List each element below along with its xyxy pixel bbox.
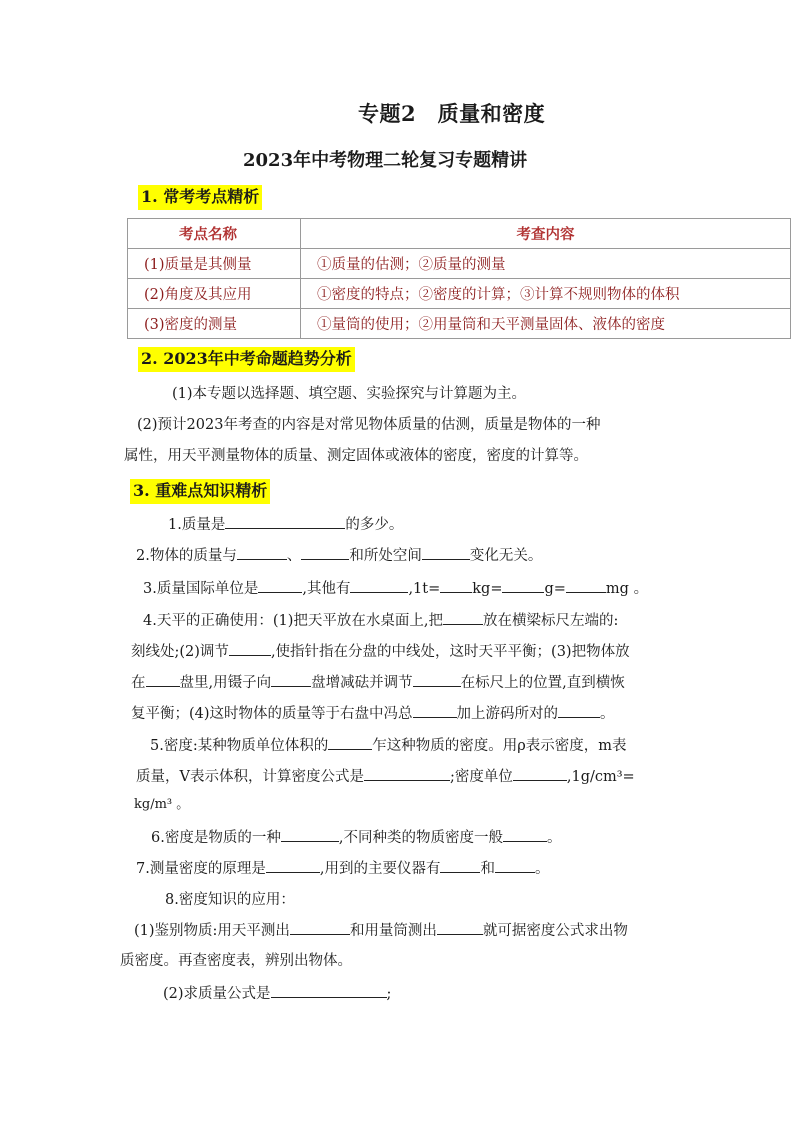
table-cell: ①密度的特点；②密度的计算；③计算不规则物体的体积	[301, 279, 791, 309]
question-7: 7.测量密度的原理是 ,用到的主要仪器有 和 。	[136, 858, 549, 879]
answer-blank[interactable]	[266, 858, 320, 873]
table-cell: ①量筒的使用；②用量筒和天平测量固体、液体的密度	[301, 309, 791, 339]
answer-blank[interactable]	[301, 545, 349, 560]
answer-blank[interactable]	[364, 766, 450, 781]
answer-blank[interactable]	[558, 703, 600, 718]
section-heading-2: 2. 2023年中考命题趋势分析	[138, 347, 355, 372]
exam-points-table	[127, 218, 791, 339]
answer-blank[interactable]	[440, 858, 480, 873]
table-cell: ①质量的估测；②质量的测量	[301, 249, 791, 279]
table-header-row	[128, 219, 791, 249]
question-4-line-3: 在 盘里,用镊子向 盘增减砝并调节 在标尺上的位置,直到横恢	[131, 672, 625, 693]
question-1: 1.质量是 的多少。	[168, 514, 403, 535]
question-5-line-1: 5.密度:某种物质单位体积的 乍这种物质的密度。用ρ表示密度，m表	[150, 735, 627, 756]
answer-blank[interactable]	[566, 578, 606, 593]
question-4-line-4: 复平衡；(4)这时物体的质量等于右盘中冯总 加上游码所对的 。	[131, 703, 615, 724]
table-header-cell: 考点名称	[128, 219, 301, 249]
answer-blank[interactable]	[281, 827, 339, 842]
answer-blank[interactable]	[237, 545, 287, 560]
question-8-line-2: 质密度。再查密度表，辨别出物体。	[120, 953, 352, 969]
answer-blank[interactable]	[513, 766, 567, 781]
question-6: 6.密度是物质的一种 ,不同种类的物质密度一般 。	[151, 827, 561, 848]
question-2: 2.物体的质量与 、 和所处空间 变化无关。	[136, 545, 542, 566]
table-cell: (1)质量是其侧量	[128, 249, 301, 279]
answer-blank[interactable]	[437, 920, 483, 935]
question-5-line-2: 质量，V表示体积，计算密度公式是 ;密度单位 ,1g/cm³=	[136, 766, 635, 787]
answer-blank[interactable]	[503, 827, 547, 842]
answer-blank[interactable]	[271, 672, 311, 687]
answer-blank[interactable]	[413, 672, 461, 687]
question-8-title: 8.密度知识的应用：	[165, 892, 295, 908]
answer-blank[interactable]	[328, 735, 372, 750]
table-row	[128, 279, 791, 309]
page-subtitle: 2023年中考物理二轮复习专题精讲	[243, 150, 528, 171]
answer-blank[interactable]	[495, 858, 535, 873]
answer-blank[interactable]	[443, 610, 483, 625]
answer-blank[interactable]	[413, 703, 457, 718]
trend-paragraph-1: (1)本专题以选择题、填空题、实验探究与计算题为主。	[172, 386, 527, 402]
question-3: 3.质量国际单位是 ,其他有 ,1t= kg= g= mg 。	[143, 578, 648, 599]
table-cell: (3)密度的测量	[128, 309, 301, 339]
table-header-cell: 考查内容	[301, 219, 791, 249]
answer-blank[interactable]	[422, 545, 470, 560]
trend-paragraph-2b: 属性，用天平测量物体的质量、测定固体或液体的密度，密度的计算等。	[124, 448, 588, 464]
answer-blank[interactable]	[440, 578, 472, 593]
answer-blank[interactable]	[290, 920, 350, 935]
answer-blank[interactable]	[258, 578, 302, 593]
question-4-line-1: 4.天平的正确使用：(1)把天平放在水桌面上,把 放在横梁标尺左端的:	[143, 610, 618, 631]
page-title: 专题2 质量和密度	[358, 101, 546, 126]
table-row	[128, 309, 791, 339]
answer-blank[interactable]	[350, 578, 408, 593]
answer-blank[interactable]	[225, 514, 345, 529]
answer-blank[interactable]	[146, 672, 180, 687]
answer-blank[interactable]	[502, 578, 544, 593]
section-heading-1: 1. 常考考点精析	[138, 185, 262, 210]
question-8-line-1: (1)鉴别物质:用天平测出 和用量筒测出 就可据密度公式求出物	[134, 920, 628, 941]
section-heading-3: 3. 重难点知识精析	[130, 479, 270, 504]
question-8-line-3: (2)求质量公式是 ;	[163, 983, 391, 1004]
table-row	[128, 249, 791, 279]
answer-blank[interactable]	[271, 983, 387, 998]
trend-paragraph-2a: (2)预计2023年考查的内容是对常见物体质量的估测，质量是物体的一种	[137, 417, 601, 433]
question-5-line-3: kg/m³ 。	[134, 797, 190, 812]
answer-blank[interactable]	[229, 641, 271, 656]
question-4-line-2: 刻线处;(2)调节 ,使指针指在分盘的中线处，这时天平平衡；(3)把物体放	[131, 641, 630, 662]
table-cell: (2)角度及其应用	[128, 279, 301, 309]
